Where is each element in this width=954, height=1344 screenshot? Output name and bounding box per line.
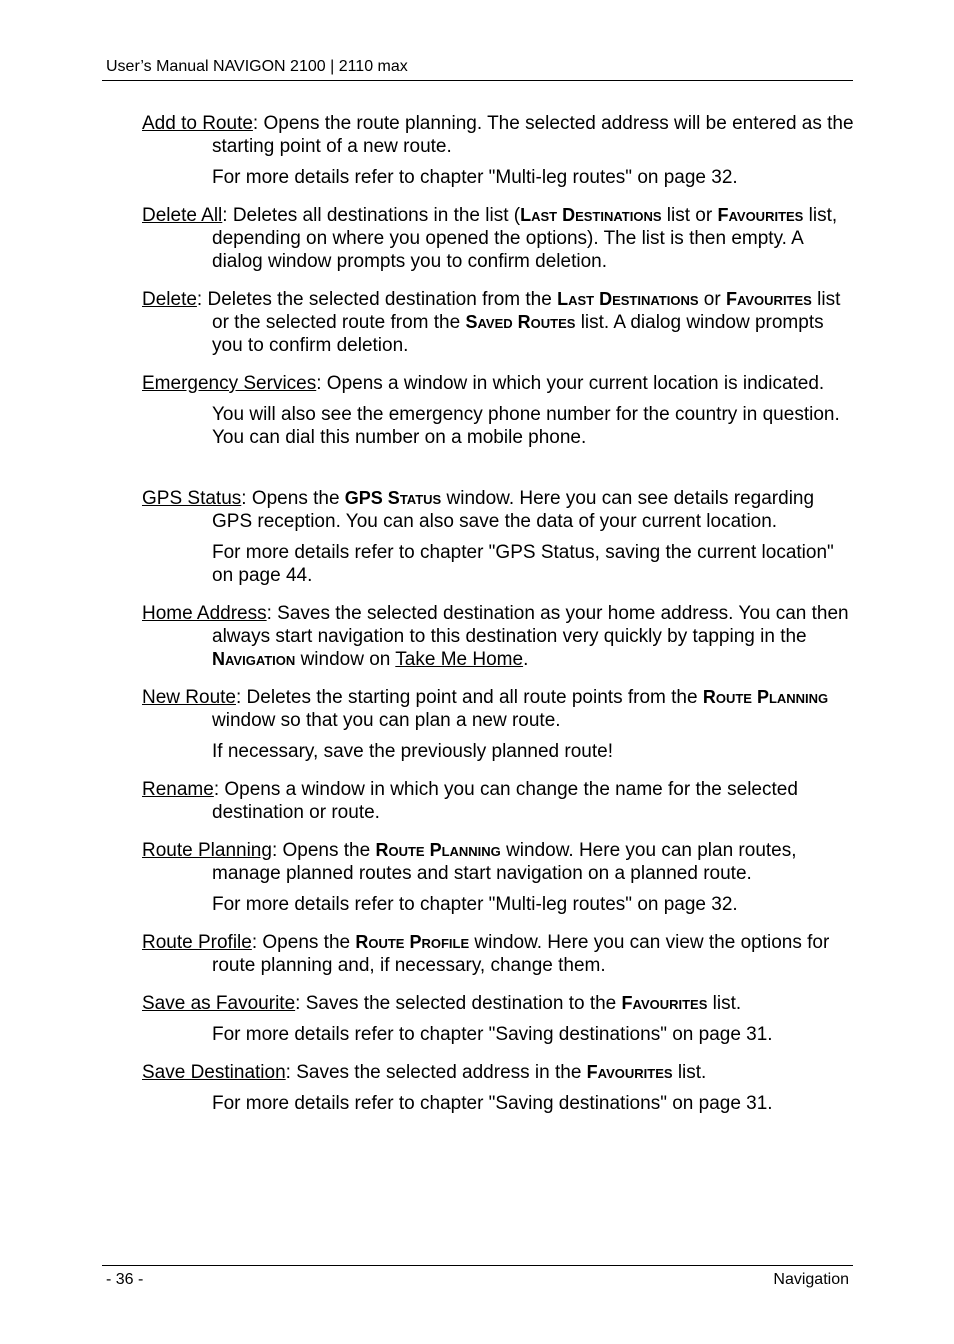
term-save-as-favourite: Save as Favourite — [142, 993, 296, 1014]
entry-note: For more details refer to chapter "Multi-leg routes" on page 32. — [212, 894, 738, 915]
entry-rename: Rename: Opens a window in which you can change the name for the selected destination or route. — [142, 779, 798, 823]
entry-route-planning: Route Planning: Opens the Route Planning window. Here you can plan routes, manage planned routes and start navigation on a planned route. For more details refer to chapter "Multi-leg routes" on page 32. — [142, 839, 854, 916]
window-name: Favourites — [621, 993, 708, 1013]
entry-note: If necessary, save the previously planned route! — [212, 741, 613, 762]
page-header — [102, 56, 853, 81]
term-delete-all: Delete All — [142, 205, 223, 226]
entry-save-as-favourite: Save as Favourite: Saves the selected destination to the Favourites list. For more details refer to chapter "Saving destinations" on page 31. — [142, 992, 854, 1046]
window-name: Last Destinations — [557, 289, 699, 309]
entry-note: For more details refer to chapter "GPS Status, saving the current location" on page 44. — [212, 542, 834, 586]
entry-emergency-services: Emergency Services: Opens a window in which your current location is indicated. You will also see the emergency phone number for the country in question. You can dial this number on a mobile phone. — [142, 372, 854, 449]
window-name: Favourites — [717, 205, 804, 225]
window-name: Last Destinations — [520, 205, 662, 225]
window-name: Route Planning — [702, 687, 829, 707]
term-emergency-services: Emergency Services — [142, 373, 317, 394]
window-name: Saved Routes — [465, 312, 576, 332]
term-add-to-route: Add to Route — [142, 113, 253, 134]
term-gps-status: GPS Status — [142, 488, 242, 509]
page-number: - 36 - — [106, 1271, 144, 1288]
term-new-route: New Route — [142, 687, 236, 708]
entry-save-destination: Save Destination: Saves the selected address in the Favourites list. For more details refer to chapter "Saving destinations" on page 31. — [142, 1061, 854, 1115]
term-save-destination: Save Destination — [142, 1062, 286, 1083]
entry-add-to-route: Add to Route: Opens the route planning. The selected address will be entered as the starting point of a new route. For more details refer to chapter "Multi-leg routes" on page 32. — [142, 113, 854, 188]
options-list — [142, 112, 854, 1130]
term-rename: Rename — [142, 779, 214, 800]
entry-note: You will also see the emergency phone number for the country in question. You can dial this number on a mobile phone. — [212, 404, 840, 448]
page-footer — [102, 1265, 853, 1296]
entry-delete: Delete: Deletes the selected destination from the Last Destinations or Favourites list or the selected route from the Saved Routes list. A dialog window prompts you to confirm deletion. — [142, 289, 841, 356]
window-name: Route Profile — [355, 932, 470, 952]
header-title: User’s Manual NAVIGON 2100 | 2110 max — [106, 58, 408, 75]
section-name: Navigation — [773, 1271, 849, 1288]
term-route-planning: Route Planning — [142, 840, 272, 861]
entry-note: For more details refer to chapter "Saving destinations" on page 31. — [212, 1024, 773, 1045]
entry-note: For more details refer to chapter "Multi-leg routes" on page 32. — [212, 167, 738, 188]
term-home-address: Home Address — [142, 603, 267, 624]
window-name: GPS Status — [344, 488, 442, 508]
entry-route-profile: Route Profile: Opens the Route Profile window. Here you can view the options for route planning and, if necessary, change them. — [142, 932, 830, 976]
term-delete: Delete — [142, 289, 197, 310]
window-name: Navigation — [212, 649, 296, 669]
entry-delete-all: Delete All: Deletes all destinations in the list (Last Destinations list or Favourites list, depending on where you opened the options). The list is then empty. A dialog window prompts you to confirm deletion. — [142, 205, 838, 272]
take-me-home-label: Take Me Home — [395, 649, 524, 670]
entry-new-route: New Route: Deletes the starting point and all route points from the Route Planning window so that you can plan a new route. If necessary, save the previously planned route! — [142, 686, 854, 763]
window-name: Route Planning — [375, 840, 501, 860]
term-route-profile: Route Profile — [142, 932, 252, 953]
entry-gps-status: GPS Status: Opens the GPS Status window. Here you can see details regarding GPS reception. You can also save the data of your current location. For more details refer to chapter "GPS Status, saving the current location" on page 44. — [142, 487, 854, 587]
window-name: Favourites — [725, 289, 812, 309]
window-name: Favourites — [586, 1062, 673, 1082]
entry-home-address: Home Address: Saves the selected destination as your home address. You can then always start navigation to this destination very quickly by tapping in the Navigation window on Take Me Home. — [142, 603, 849, 670]
entry-note: For more details refer to chapter "Saving destinations" on page 31. — [212, 1093, 773, 1114]
